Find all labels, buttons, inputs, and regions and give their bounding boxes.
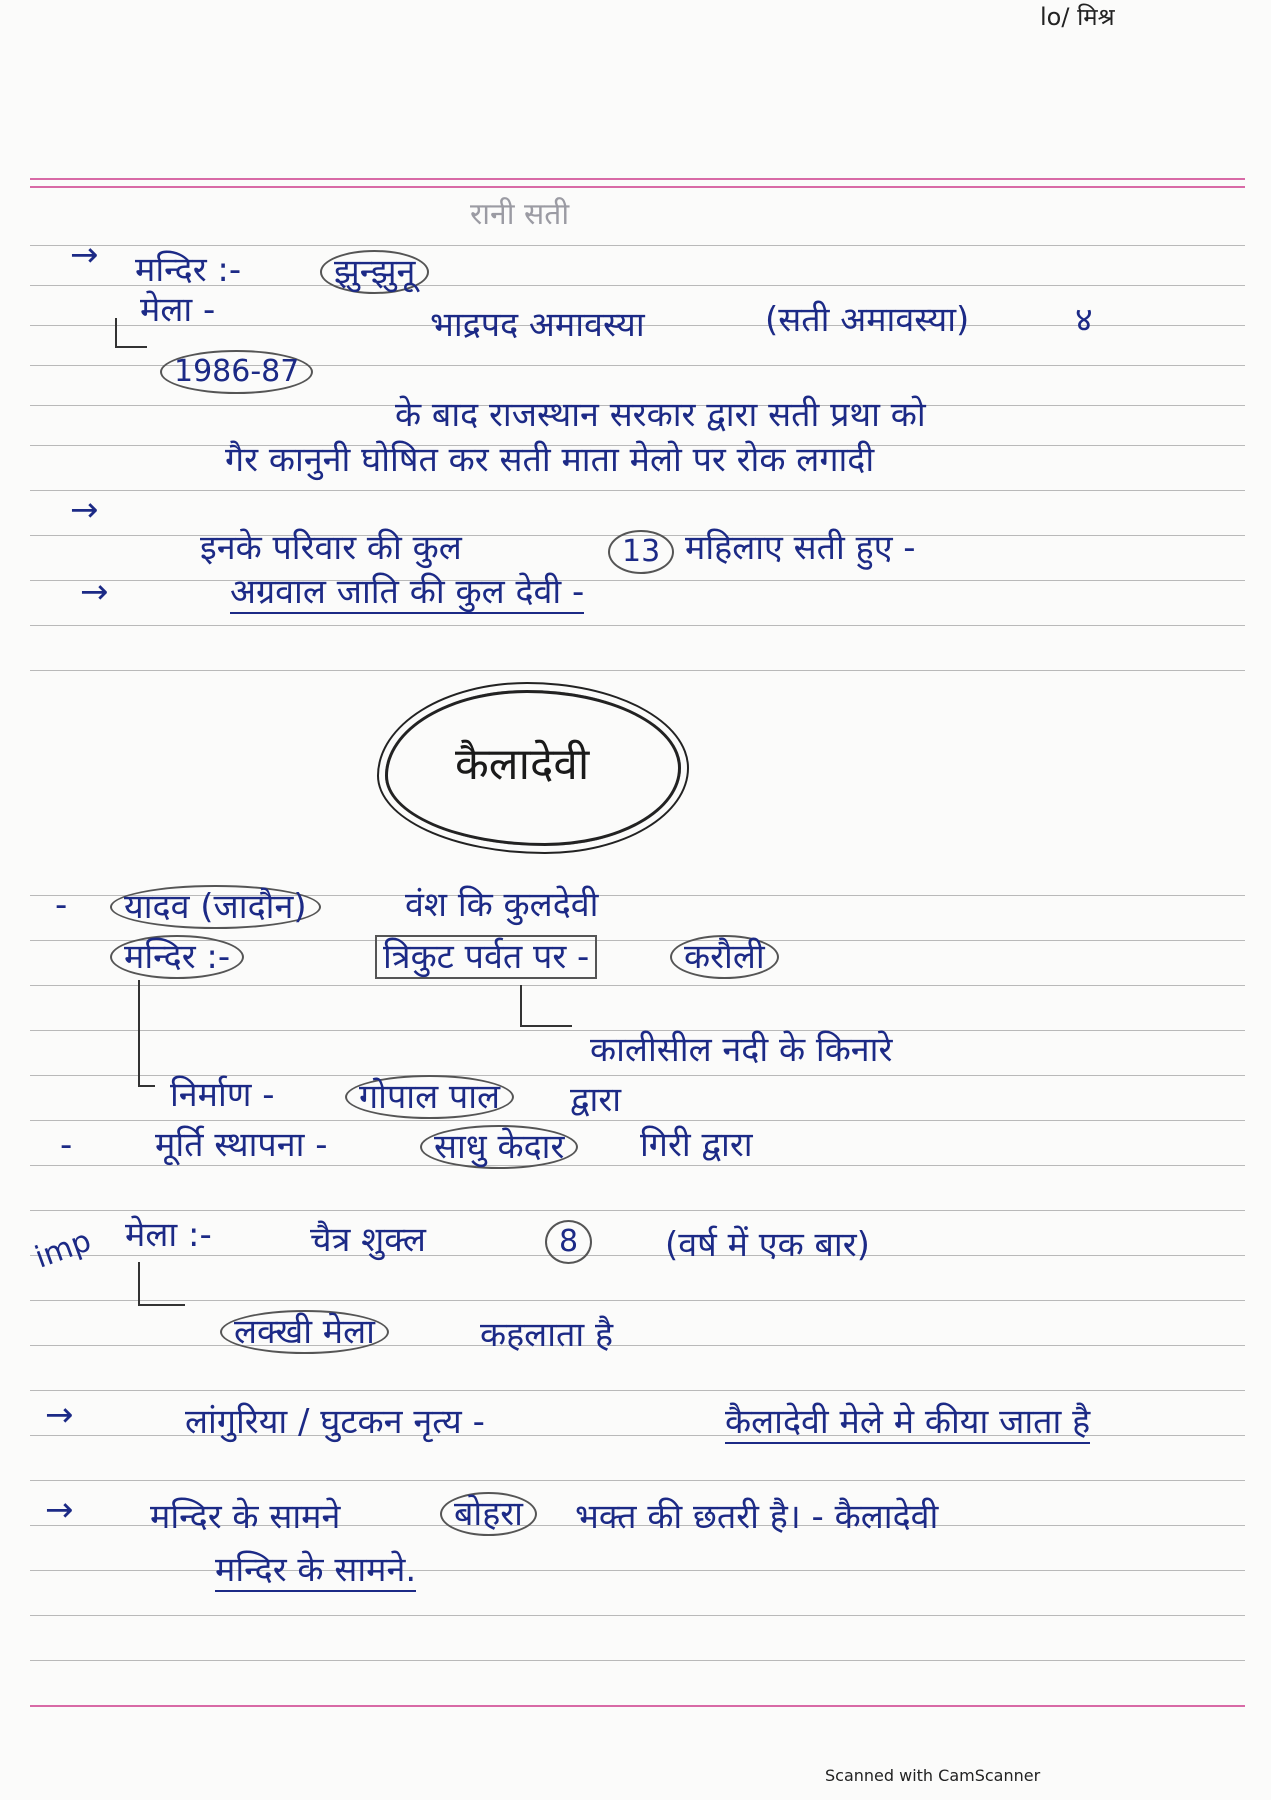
lakhi-fair: लक्खी मेला — [220, 1310, 389, 1354]
bracket — [138, 980, 155, 1087]
chhatri-text-c: मन्दिर के सामने. — [215, 1550, 417, 1590]
bracket — [138, 1262, 185, 1306]
dash-mark: - — [55, 885, 68, 925]
dance-text: लांगुरिया / घुटकन नृत्य - — [185, 1402, 485, 1442]
top-margin-line — [30, 178, 1245, 180]
ruled-line — [30, 1480, 1245, 1481]
ruled-line — [30, 1615, 1245, 1616]
fair-note: (वर्ष में एक बार) — [665, 1225, 870, 1265]
bracket — [520, 985, 572, 1027]
corner-note: lo/ मिश्र — [1040, 3, 1115, 31]
yadav-text: यादव (जादौन) — [110, 885, 321, 929]
chhatri-text-b: भक्त की छतरी है। - कैलादेवी — [575, 1497, 939, 1537]
fair-value: भाद्रपद अमावस्या — [430, 305, 645, 345]
temple-location: त्रिकुट पर्वत पर - — [375, 935, 597, 979]
river-text: कालीसील नदी के किनारे — [590, 1030, 893, 1070]
ruled-line — [30, 625, 1245, 626]
family-text-b: महिलाए सती हुए - — [685, 528, 916, 568]
idol-suffix: गिरी द्वारा — [640, 1125, 753, 1165]
ruled-line — [30, 490, 1245, 491]
chhatri-text-a: मन्दिर के सामने — [150, 1497, 341, 1537]
dance-location: कैलादेवी मेले मे कीया जाता है — [725, 1402, 1091, 1442]
scanner-watermark: Scanned with CamScanner — [825, 1766, 1041, 1785]
fair-day: 8 — [545, 1220, 592, 1264]
temple-label: मन्दिर :- — [110, 935, 244, 979]
fair-alt: (सती अमावस्या) — [765, 300, 970, 340]
temple-place: झुन्झुनू — [320, 250, 429, 294]
section-title: कैलादेवी — [455, 739, 590, 790]
fair-label: मेला :- — [125, 1215, 212, 1255]
ruled-line — [30, 1300, 1245, 1301]
margin-mark: imp — [30, 1223, 96, 1276]
ruled-line — [30, 245, 1245, 246]
kuldevi-text: अग्रवाल जाति की कुल देवी - — [230, 572, 585, 612]
ruled-line — [30, 1390, 1245, 1391]
builder-label: निर्माण - — [170, 1075, 275, 1115]
ruled-line — [30, 670, 1245, 671]
arrow-icon: → — [80, 572, 109, 612]
dash-mark: - — [60, 1125, 73, 1165]
ruled-line — [30, 1255, 1245, 1256]
lakhi-suffix: कहलाता है — [480, 1315, 614, 1355]
temple-district: करौली — [670, 935, 779, 979]
family-text-a: इनके परिवार की कुल — [200, 528, 462, 568]
chhatri-name: बोहरा — [440, 1492, 537, 1536]
fair-value: चैत्र शुक्ल — [310, 1220, 426, 1260]
ruled-line — [30, 1210, 1245, 1211]
ruled-line — [30, 1345, 1245, 1346]
builder-suffix: द्वारा — [570, 1080, 622, 1120]
year-badge: 1986-87 — [160, 350, 313, 394]
ruled-line — [30, 1120, 1245, 1121]
arrow-icon: → — [45, 1395, 74, 1435]
faint-heading: रानी सती — [470, 197, 570, 232]
idol-label: मूर्ति स्थापना - — [155, 1125, 328, 1165]
builder-name: गोपाल पाल — [345, 1075, 514, 1119]
arrow-icon: → — [45, 1490, 74, 1530]
arrow-icon: → — [70, 490, 99, 530]
fair-mark: ४ — [1075, 300, 1093, 340]
ruled-line — [30, 1660, 1245, 1661]
idol-name: साधु केदार — [420, 1125, 578, 1169]
fair-label: मेला - — [140, 290, 216, 330]
ruled-line — [30, 985, 1245, 986]
top-margin-line-2 — [30, 186, 1245, 188]
temple-label: मन्दिर :- — [135, 250, 242, 290]
ban-line-1: के बाद राजस्थान सरकार द्वारा सती प्रथा को — [395, 395, 926, 435]
bracket — [115, 318, 147, 348]
women-count: 13 — [608, 530, 674, 574]
bottom-margin-line — [30, 1705, 1245, 1707]
arrow-icon: → — [70, 235, 99, 275]
ban-line-2: गैर कानुनी घोषित कर सती माता मेलो पर रोक लगादी — [225, 440, 875, 480]
ruled-line — [30, 1165, 1245, 1166]
kuldevi-text: वंश कि कुलदेवी — [405, 885, 599, 925]
ruled-line — [30, 580, 1245, 581]
ruled-line — [30, 1570, 1245, 1571]
